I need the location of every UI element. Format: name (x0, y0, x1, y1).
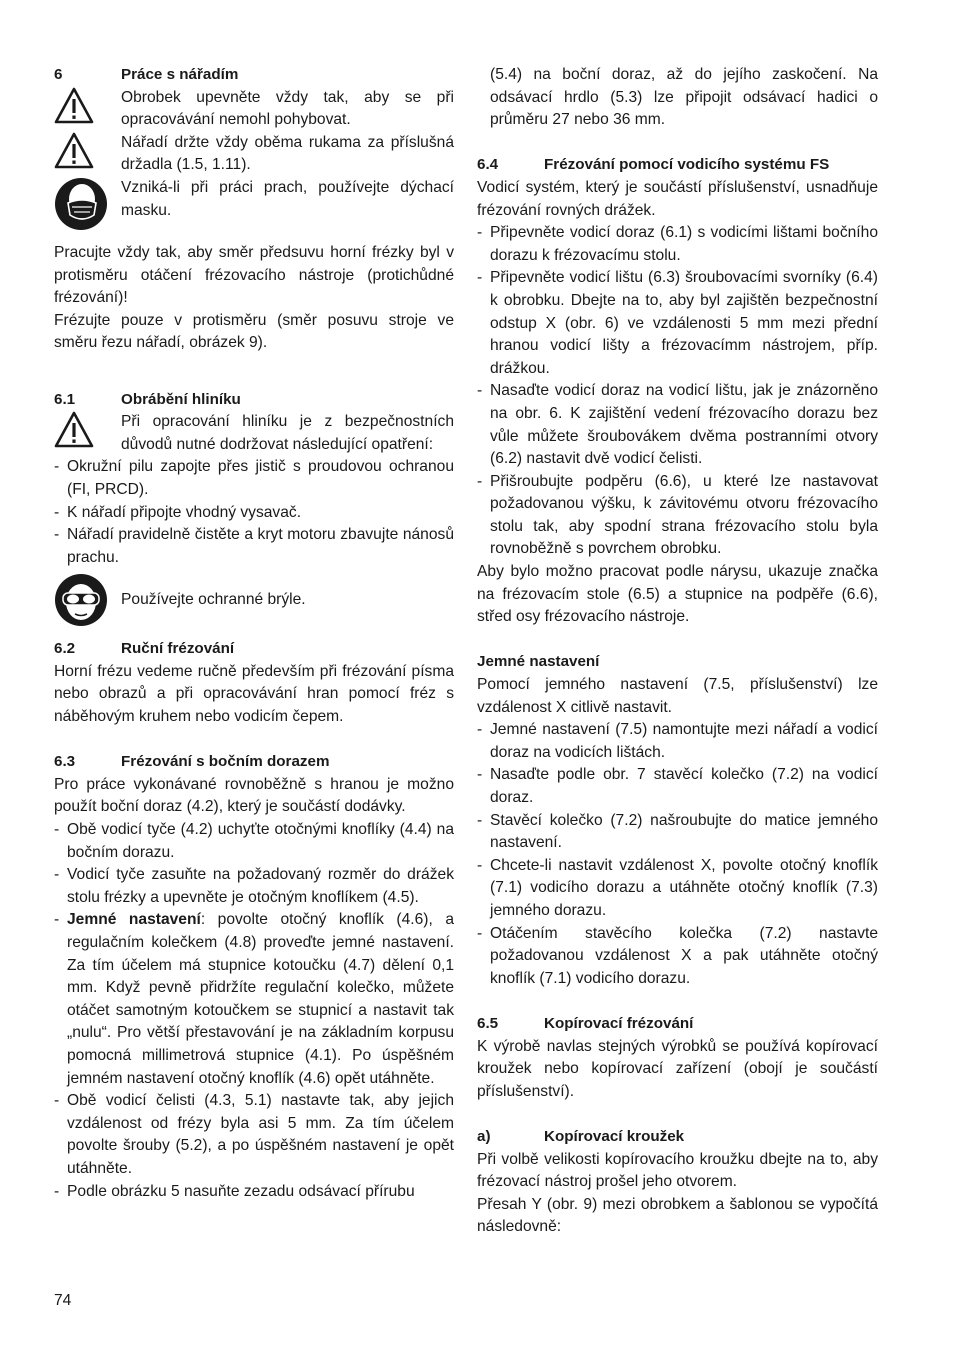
list-item: - Podle obrázku 5 nasuňte zezadu odsávací přírubu (54, 1181, 454, 1204)
list-item: - Otáčením stavěcího kolečka (7.2) nastavte požadovanou vzdálenost X a pak utáhněte otočný knoflík (7.1) vodicího dorazu. (477, 923, 878, 991)
list-item (54, 909, 454, 1090)
list-item: - Jemné nastavení (7.5) namontujte mezi nářadí a vodicí doraz na vodicích lištách. (477, 719, 878, 764)
warning-text-aluminium: Při opracování hliníku je z bezpečnostních důvodů nutné dodržovat následující opatření: (121, 413, 454, 453)
paragraph: Přesah Y (obr. 9) mezi obrobkem a šablonou se vypočítá následovně: (477, 1195, 878, 1236)
warning-text-hold-handles: Nářadí držte vždy oběma rukama za příslušná držadla (1.5, 1.11). (121, 133, 454, 174)
section-title: Kopírovací kroužek (544, 1127, 685, 1145)
dust-mask-icon (54, 177, 108, 231)
list-item: - Stavěcí kolečko (7.2) našroubujte do matice jemného nastavení. (477, 810, 878, 855)
section-6-2-heading (54, 638, 454, 661)
section-number: 6 (54, 66, 63, 83)
section-6-4-heading (477, 154, 878, 177)
list-item: - Okružní pilu zapojte přes jistič s proudovou ochranou (FI, PRCD). (54, 456, 454, 501)
section-number: 6.2 (54, 640, 76, 658)
list-item: - Nářadí pravidelně čistěte a kryt motoru zbavujte nánosů prachu. (54, 524, 454, 569)
list (54, 456, 454, 569)
warning-triangle-icon (54, 411, 94, 449)
list-item: - Nasaďte vodicí doraz na vodicí lištu, jak je znázorněno na obr. 6. K zajištění vedení frézovacího dorazu bez vůle můžete šroubovákem dvěma postranními otvory (6.2) nastavit dvě vodicí čelisti. (477, 380, 878, 470)
list-item: - Obě vodicí tyče (4.2) uchyťte otočnými knoflíky (4.4) na bočním dorazu. (54, 819, 454, 864)
mask-block (54, 177, 454, 231)
section-title: Frézování s bočním dorazem (121, 753, 330, 771)
list-item: - Chcete-li nastavit vzdálenost X, povolte otočný knoflík (7.1) vodicího dorazu a utáhněte otočný knoflík (7.3) jemného dorazu. (477, 855, 878, 923)
warning-text-clamp-workpiece: Obrobek upevněte vždy tak, aby se při opracovávání nemohl pohybovat. (121, 88, 454, 129)
paragraph: Pomocí jemného nastavení (7.5, příslušenství) lze vzdálenost X citlivě nastavit. (477, 676, 878, 716)
warning-triangle-icon (54, 87, 94, 125)
section-6-heading (54, 64, 454, 87)
list-item: - Vodicí tyče zasuňte na požadovaný rozměr do drážek stolu frézky a upevněte je otočným knoflíkem (4.5). (54, 864, 454, 909)
goggles-text: Používejte ochranné brýle. (121, 590, 306, 608)
list (477, 719, 878, 990)
warning-triangle-icon (54, 132, 94, 170)
section-6-5-heading (477, 1013, 878, 1036)
list-item: - K nářadí připojte vhodný vysavač. (54, 502, 454, 525)
list (54, 819, 454, 1203)
goggles-block (54, 573, 454, 627)
warning-block (54, 411, 454, 456)
paragraph: Aby bylo možno pracovat podle nárysu, ukazuje značka na frézovacím stole (6.5) a stupnice na podpěře (6.6), střed osy frézovacího nástroje. (477, 563, 878, 626)
section-title: Kopírovací frézování (544, 1014, 694, 1032)
list (477, 222, 878, 561)
section-title: Jemné nastavení (477, 653, 600, 671)
section-number: a) (477, 1127, 491, 1145)
section-6-3-heading (54, 751, 454, 774)
section-title: Frézování pomocí vodicího systému FS (544, 156, 830, 174)
warning-block (54, 132, 454, 177)
paragraph: K výrobě navlas stejných výrobků se používá kopírovací kroužek nebo kopírovací zařízení (obojí je součástí příslušenství). (477, 1037, 878, 1100)
paragraph: Při volbě velikosti kopírovacího kroužku dbejte na to, aby frézovací nástroj prošel jeho otvorem. (477, 1150, 878, 1191)
paragraph: Pracujte vždy tak, aby směr předsuvu horní frézky byl v protisměru otáčení frézovacího nástroje (protichůdné frézování)! (54, 243, 454, 307)
list-item: - Nasaďte podle obr. 7 stavěcí kolečko (7.2) na vodicí doraz. (477, 764, 878, 809)
section-title: Práce s nářadím (121, 66, 239, 83)
warning-block (54, 87, 454, 132)
page-number: 74 (54, 1292, 72, 1309)
list-item: - Přišroubujte podpěru (6.6), u které lze nastavovat požadovanou výšku, k závitovému otvoru frézovacího stolu tak, aby spodní strana frézovacího stolu byla rovnoběžně s povrchem obrobku. (477, 471, 878, 561)
list-item-text: : povolte otočný knoflík (4.6), a regulačním kolečkem (4.8) proveďte jemné nastavení. Za tím účelem má stupnice kotoučku (4.7) dělení 0,1 mm. Když pevně přidržíte regulační kolečko, můžete otáčet samotným kotoučkem se stupnicí a nastavit tak „nulu“. Pro větší přestavování je na základním korpusu pomocná millimetrová stupnice (4.1). Po úspěšném jemném nastavení otočný knoflík (4.6) opět utáhněte. (67, 911, 454, 1087)
paragraph: Vodicí systém, který je součástí příslušenství, usnadňuje frézování rovných drážek. (477, 178, 878, 219)
left-column (54, 64, 454, 1203)
section-title: Ruční frézování (121, 640, 235, 658)
paragraph: Frézujte pouze v protisměru (směr posuvu stroje ve směru řezu nářadí, obrázek 9). (54, 311, 454, 352)
mask-text: Vzniká-li při práci prach, používejte dýchací masku. (121, 178, 454, 219)
list-item-continuation: (5.4) na boční doraz, až do jejího zaskočení. Na odsávací hrdlo (5.3) lze připojit odsávací hadici o průměru 27 nebo 36 mm. (490, 66, 878, 129)
fine-adjustment-heading (477, 651, 878, 674)
right-column (477, 64, 878, 1239)
paragraph: Horní frézu vedeme ručně především při frézování písma nebo obrazů a při opracovávání hran pomocí fréz s náběhovým kruhem nebo vodicím čepem. (54, 662, 454, 726)
paragraph: Pro práce vykonávané rovnoběžně s hranou je možno použít boční doraz (4.2), který je součástí dodávky. (54, 775, 454, 816)
section-number: 6.5 (477, 1014, 499, 1032)
list-item: - Připevněte vodicí lištu (6.3) šroubovacími svorníky (6.4) k obrobku. Dbejte na to, aby byl zajištěn bezpečnostní odstup X (obr. 6) ve vzdálenosti 5 mm mezi přední hranou vodicí lišty a frézovacímm nástrojem, příp. drážkou. (477, 267, 878, 380)
subsection-a-heading (477, 1126, 878, 1149)
section-number: 6.4 (477, 156, 499, 174)
section-6-1-heading (54, 389, 454, 412)
list-item: - Připevněte vodicí doraz (6.1) s vodicími lištami bočního dorazu k frézovacímu stolu. (477, 222, 878, 267)
section-number: 6.3 (54, 753, 76, 771)
section-number: 6.1 (54, 390, 76, 408)
section-title: Obrábění hliníku (121, 390, 241, 408)
safety-goggles-icon (54, 573, 108, 627)
bold-term: Jemné nastavení (67, 911, 201, 929)
list-item: - Obě vodicí čelisti (4.3, 5.1) nastavte tak, aby jejich vzdálenost od frézy byla asi 5 mm. Za tím účelem povolte šrouby (5.2), a po úspěšném nastavení je opět utáhněte. (54, 1090, 454, 1180)
